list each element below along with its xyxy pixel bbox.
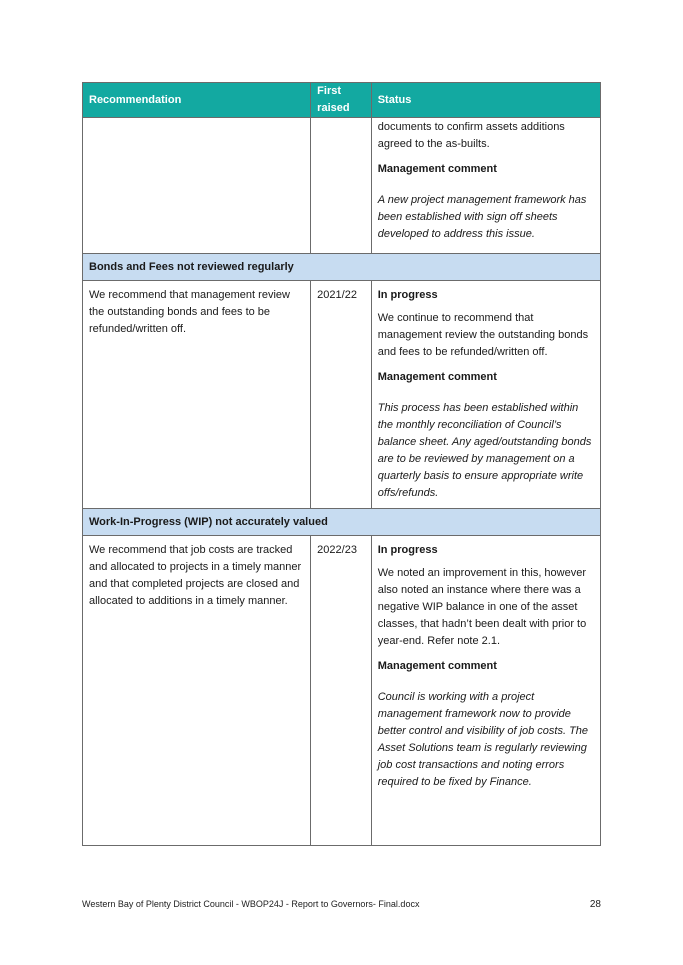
section-header-row [83, 254, 601, 281]
status-label: In progress [377, 544, 438, 556]
recommendation-cell [83, 118, 311, 254]
management-comment: A new project management framework has been established with sign off sheets developed to address this issue. [377, 194, 587, 240]
table-row [83, 281, 601, 509]
recommendation-cell [83, 281, 311, 509]
section-header-row [83, 509, 601, 536]
header-recommendation: Recommendation [83, 83, 311, 118]
recommendation-cell [83, 536, 311, 846]
recommendations-table [82, 82, 601, 846]
page-footer [82, 899, 601, 910]
first-raised-cell [311, 536, 372, 846]
first-raised-cell [311, 118, 372, 254]
management-comment-label: Management comment [377, 660, 497, 672]
status-text: We noted an improvement in this, however also noted an instance where there was a negative WIP balance in one of the asset classes, that hadn’t been dealt with prior to year-end. Refer note 2.1. [377, 567, 587, 647]
table-row-continuation [83, 118, 601, 254]
section-title: Work-In-Progress (WIP) not accurately valued [83, 509, 601, 536]
management-comment: Council is working with a project management framework now to provide better control and visibility of job costs. The Asset Solutions team is regularly reviewing job cost transactions and noting errors required to be fixed by Finance. [377, 691, 589, 788]
section-title: Bonds and Fees not reviewed regularly [83, 254, 601, 281]
table-header-row [83, 83, 601, 118]
first-raised-value: 2021/22 [317, 289, 357, 301]
status-cell [371, 536, 600, 846]
status-cell [371, 281, 600, 509]
page-number: 28 [589, 899, 601, 910]
first-raised-value: 2022/23 [317, 544, 357, 556]
status-text: documents to confirm assets additions agreed to the as-builts. [377, 121, 565, 150]
management-comment-label: Management comment [377, 371, 497, 383]
management-comment-label: Management comment [377, 163, 497, 175]
recommendation-text: We recommend that job costs are tracked and allocated to projects in a timely manner and that completed projects are closed and allocated to additions in a timely manner. [89, 544, 302, 607]
footer-document-title: Western Bay of Plenty District Council - WBOP24J - Report to Governors- Final.docx [82, 899, 420, 909]
first-raised-cell [311, 281, 372, 509]
status-label: In progress [377, 289, 438, 301]
table-row [83, 536, 601, 846]
status-cell [371, 118, 600, 254]
management-comment: This process has been established within the monthly reconciliation of Council’s balance sheet. Any aged/outstanding bonds are to be reviewed by management on a quarterly basis to ensure appropriate write offs/refunds. [377, 402, 592, 499]
header-first-raised: First raised [311, 83, 372, 118]
header-status: Status [371, 83, 600, 118]
recommendation-text: We recommend that management review the outstanding bonds and fees to be refunded/written off. [89, 289, 290, 335]
status-text: We continue to recommend that management review the outstanding bonds and fees to be refunded/written off. [377, 312, 589, 358]
